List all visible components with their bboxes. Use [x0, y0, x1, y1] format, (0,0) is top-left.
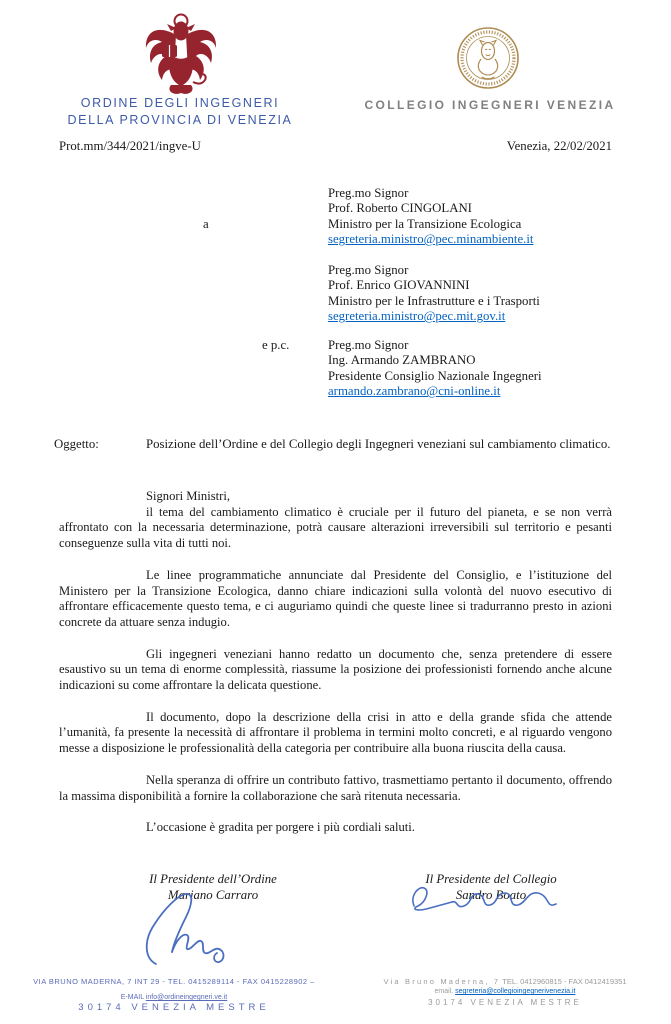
footer-street: Via Bruno Maderna, 7 [383, 977, 501, 986]
place-date: Venezia, 22/02/2021 [506, 139, 612, 153]
recipient-block-giovannini [328, 263, 620, 325]
recipient-email-link[interactable]: armando.zambrano@cni-online.it [328, 384, 501, 399]
recipient-line: Presidente Consiglio Nazionale Ingegneri [328, 368, 542, 383]
collegio-title: COLLEGIO INGEGNERI VENEZIA [364, 98, 616, 112]
footer-email-link-ordine[interactable]: info@ordineingegneri.ve.it [145, 994, 228, 1001]
footer-email-link-collegio[interactable]: segreteria@collegioingegnerivenezia.it [455, 988, 576, 995]
ordine-title-line2: DELLA PROVINCIA DI VENEZIA [67, 113, 293, 127]
footer-email-row-collegio [345, 988, 665, 995]
signer-role: Il Presidente dell’Ordine [149, 872, 277, 886]
recipient-email-link[interactable]: segreteria.ministro@pec.minambiente.it [328, 232, 534, 247]
footer-city-collegio: 30174 VENEZIA MESTRE [428, 998, 582, 1007]
subject-text: Posizione dell’Ordine e del Collegio degli Ingegneri veneziani sul cambiamento climatico. [146, 437, 611, 451]
recipient-line: Preg.mo Signor [328, 263, 409, 277]
signer-name: Sandro Boato [455, 887, 527, 902]
body-paragraph: Le linee programmatiche annunciate dal Presidente del Consiglio, e l’istituzione del Ministero per la Transizione Ecologica, danno chiare indicazioni sulla volontà del nuovo esecutivo di affrontare efficacemente questo tema, e ci auguriamo quindi che queste linee si tradurranno presto in azioni concrete da attuare senza indugio. [59, 567, 612, 629]
footer-address-collegio [345, 977, 665, 986]
recipient-line: Preg.mo Signor [328, 186, 409, 200]
footer-address-ordine: VIA BRUNO MADERNA, 7 INT 29 - TEL. 0415289114 - FAX 0415228902 – [33, 977, 315, 986]
recipient-block-cingolani [328, 186, 620, 248]
recipient-line: Ministro per la Transizione Ecologica [328, 216, 522, 231]
winged-lion-icon [141, 8, 221, 98]
subject-label: Oggetto: [54, 437, 99, 451]
ordine-title-line1: ORDINE DEGLI INGEGNERI [80, 96, 280, 110]
body-paragraph: L’occasione è gradita per porgere i più cordiali saluti. [146, 820, 415, 835]
body-paragraph: Gli ingegneri veneziani hanno redatto un documento che, senza pretendere di essere esaustivo su un tema di enorme complessità, riassume la posizione dei professionisti fornendo anche alcune indicazioni su come affrontare la delicata questione. [59, 646, 612, 693]
collegio-seal-icon [456, 24, 520, 92]
recipient-label-epc: e p.c. [262, 338, 290, 352]
body-paragraph: il tema del cambiamento climatico è cruciale per il futuro del pianeta, e se non verrà affrontato con la necessaria determinazione, potrà causare alterazioni irreversibili sul territorio e pesanti conseguenze sulla vita di tutti noi. [59, 504, 612, 551]
handwritten-signature-boato [406, 880, 562, 933]
recipient-line: Prof. Roberto CINGOLANI [328, 201, 472, 216]
recipient-line: Prof. Enrico GIOVANNINI [328, 278, 470, 293]
recipient-line: Ing. Armando ZAMBRANO [328, 353, 476, 368]
salutation: Signori Ministri, [146, 489, 230, 503]
handwritten-signature-carraro [140, 890, 264, 975]
subject-row [54, 437, 612, 453]
footer-tel-fax: TEL. 0412960815 - FAX 0412419351 [500, 977, 627, 986]
ordine-title [10, 95, 350, 129]
signer-role: Il Presidente del Collegio [425, 872, 557, 886]
recipient-line: Preg.mo Signor [328, 338, 409, 352]
recipient-email-link[interactable]: segreteria.ministro@pec.mit.gov.it [328, 309, 506, 324]
footer-city-ordine: 30174 VENEZIA MESTRE [78, 1002, 270, 1013]
recipient-label-a: a [203, 217, 209, 231]
footer-email-row-ordine [8, 994, 340, 1001]
footer-collegio [345, 977, 665, 1007]
body-paragraph: Nella speranza di offrire un contributo fattivo, trasmettiamo pertanto il documento, offrendo la massima disponibilità a fornire la collaborazione che sarà ritenuta necessaria. [59, 772, 612, 803]
recipient-line: Ministro per le Infrastrutture e i Trasporti [328, 293, 540, 308]
signer-name: Mariano Carraro [167, 887, 259, 902]
footer-email-label: email. [434, 988, 456, 995]
protocol-number: Prot.mm/344/2021/ingve-U [59, 139, 201, 153]
body-paragraph: Il documento, dopo la descrizione della crisi in atto e della grande sfida che attende l’umanità, fa presente la necessità di affrontare il problema in termini molto concreti, e al riguardo vengono messe a disposizione le professionalità della categoria per contribuire alla buona riuscita della causa. [59, 709, 612, 756]
letter-body [59, 489, 612, 852]
footer-email-label: E-MAIL [120, 994, 146, 1001]
footer-ordine [8, 977, 340, 1013]
recipient-block-zambrano [328, 338, 620, 400]
